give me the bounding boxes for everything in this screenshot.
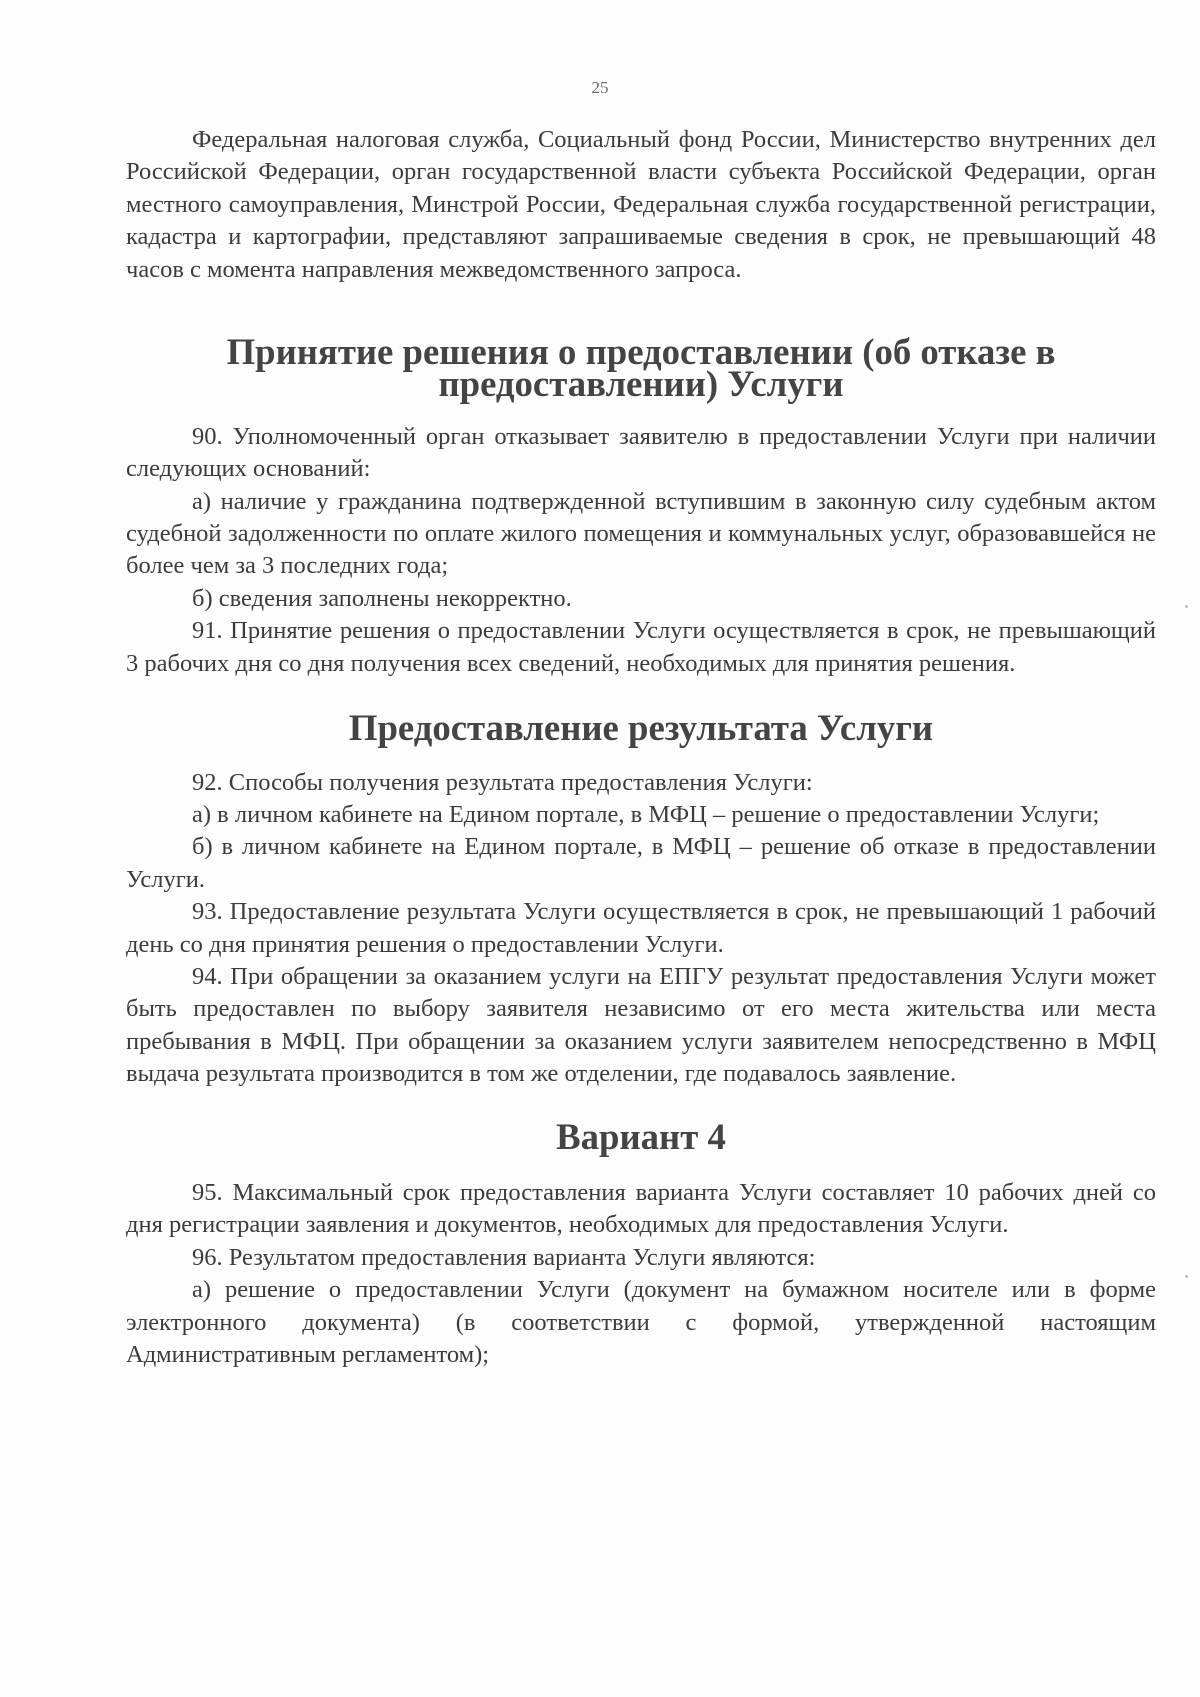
document-body [126,124,1156,1371]
paragraph-90b: б) сведения заполнены некорректно. [192,584,572,612]
paragraph-96a: а) решение о предоставлении Услуги (документ на бумажном носителе или в форме электронного документа) (в соответствии с формой, утвержденной настоящим Административным регламентом); [126,1276,1156,1368]
paragraph-90a: а) наличие у гражданина подтвержденной вступившим в законную силу судебным актом судебной задолженности по оплате жилого помещения и коммунальных услуг, образовавшейся не более чем за 3 последних года; [126,487,1156,580]
paragraph-96: 96. Результатом предоставления варианта Услуги являются: [192,1243,816,1271]
paragraph-intro: Федеральная налоговая служба, Социальный фонд России, Министерство внутренних дел Российской Федерации, орган государственной власти субъекта Российской Федерации, орган местного самоуправления, Минстрой России, Федеральная служба государственной регистрации, кадастра и картографии, представляют запрашиваемые сведения в срок, не превышающий 48 часов с момента направления межведомственного запроса. [126,126,1156,283]
paragraph-93: 93. Предоставление результата Услуги осуществляется в срок, не превышающий 1 рабочий день со дня принятия решения о предоставлении Услуги. [126,898,1156,958]
section-heading-variant-4: Вариант 4 [556,1115,726,1157]
section-heading-decision: Принятие решения о предоставлении (об отказе в предоставлении) Услуги [226,331,1056,405]
page-number: 25 [591,78,609,97]
scan-speck [1185,605,1188,608]
paragraph-92b: б) в личном кабинете на Едином портале, в МФЦ – решение об отказе в предоставлении Услуги. [126,833,1156,893]
scan-speck [1185,1275,1188,1278]
paragraph-90: 90. Уполномоченный орган отказывает заявителю в предоставлении Услуги при наличии следующих оснований: [126,422,1156,483]
paragraph-91: 91. Принятие решения о предоставлении Услуги осуществляется в срок, не превышающий 3 рабочих дня со дня получения всех сведений, необходимых для принятия решения. [126,617,1156,677]
paragraph-92: 92. Способы получения результата предоставления Услуги: [192,768,813,796]
paragraph-94: 94. При обращении за оказанием услуги на ЕПГУ результат предоставления Услуги может быть предоставлен по выбору заявителя независимо от его места жительства или места пребывания в МФЦ. При обращении за оказанием услуги заявителем непосредственно в МФЦ выдача результата производится в том же отделении, где подавалось заявление. [126,962,1156,1088]
paragraph-95: 95. Максимальный срок предоставления варианта Услуги составляет 10 рабочих дней со дня регистрации заявления и документов, необходимых для предоставления Услуги. [126,1178,1156,1239]
section-heading-result: Предоставление результата Услуги [348,707,934,749]
paragraph-92a: а) в личном кабинете на Едином портале, в МФЦ – решение о предоставлении Услуги; [192,800,1100,828]
